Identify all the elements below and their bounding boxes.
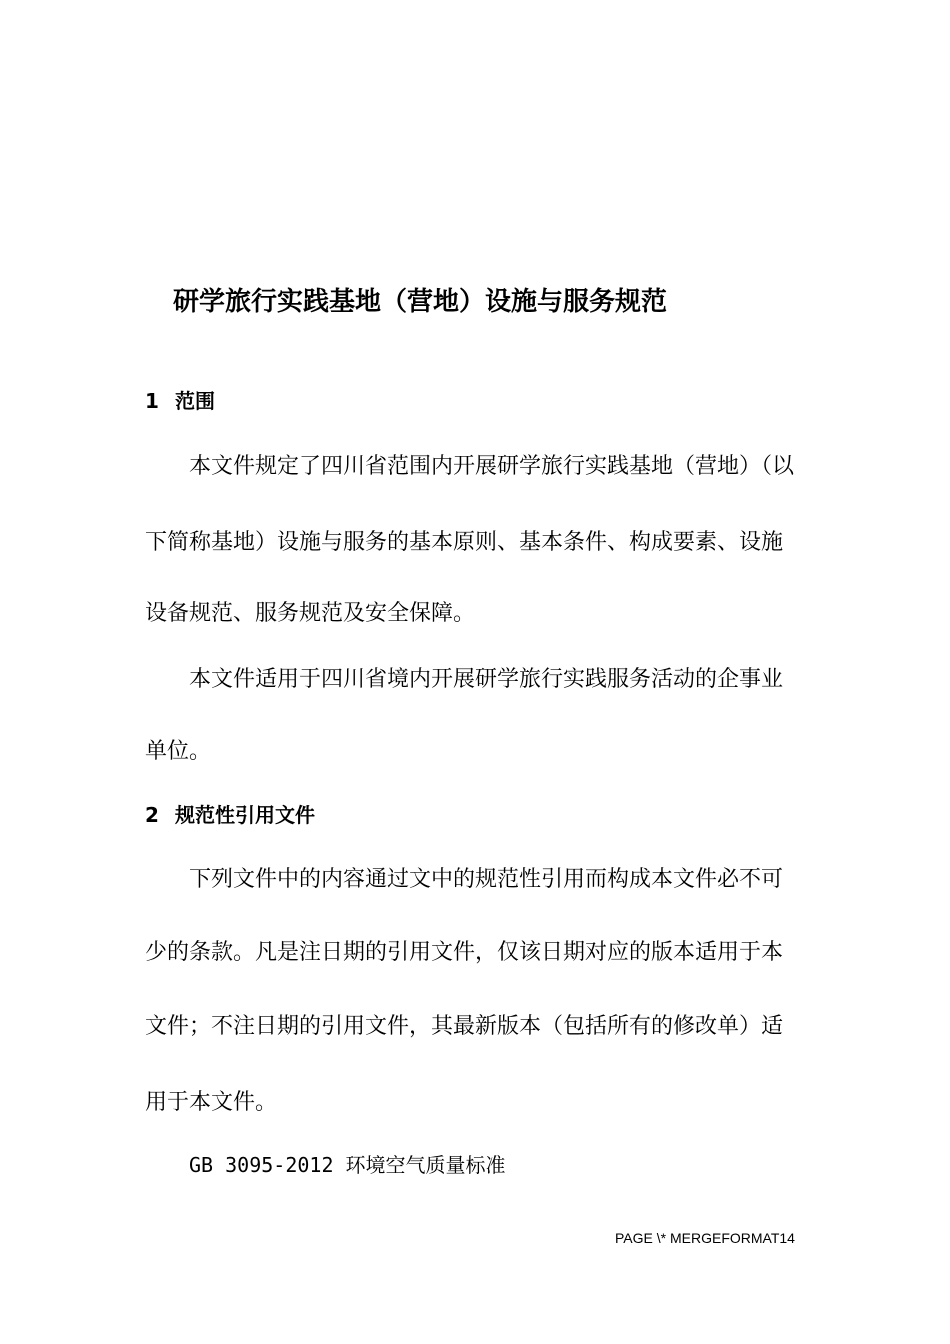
paragraph-line: 单位。: [145, 739, 212, 764]
page-footer-field: PAGE \* MERGEFORMAT14: [615, 1230, 795, 1246]
paragraph-line: 文件；不注日期的引用文件，其最新版本（包括所有的修改单）适: [145, 1014, 784, 1039]
reference-item: GB 3095-2012 环境空气质量标准: [189, 1153, 506, 1177]
section-2-heading: [145, 802, 315, 828]
paragraph-line: 本文件规定了四川省范围内开展研学旅行实践基地（营地）（以: [189, 454, 795, 479]
paragraph-line: 本文件适用于四川省境内开展研学旅行实践服务活动的企事业: [189, 667, 784, 692]
section-1-heading: [145, 388, 215, 414]
paragraph-line: 设备规范、服务规范及安全保障。: [145, 601, 476, 626]
section-number: 2: [145, 803, 159, 827]
section-title: 规范性引用文件: [175, 803, 315, 827]
document-title: 研学旅行实践基地（营地）设施与服务规范: [173, 287, 668, 317]
section-number: 1: [145, 389, 159, 413]
paragraph-line: 下简称基地）设施与服务的基本原则、基本条件、构成要素、设施: [145, 530, 784, 555]
paragraph-line: 少的条款。凡是注日期的引用文件，仅该日期对应的版本适用于本: [145, 940, 784, 965]
paragraph-line: 下列文件中的内容通过文中的规范性引用而构成本文件必不可: [189, 867, 784, 892]
paragraph-line: 用于本文件。: [145, 1090, 278, 1115]
section-title: 范围: [175, 389, 215, 413]
